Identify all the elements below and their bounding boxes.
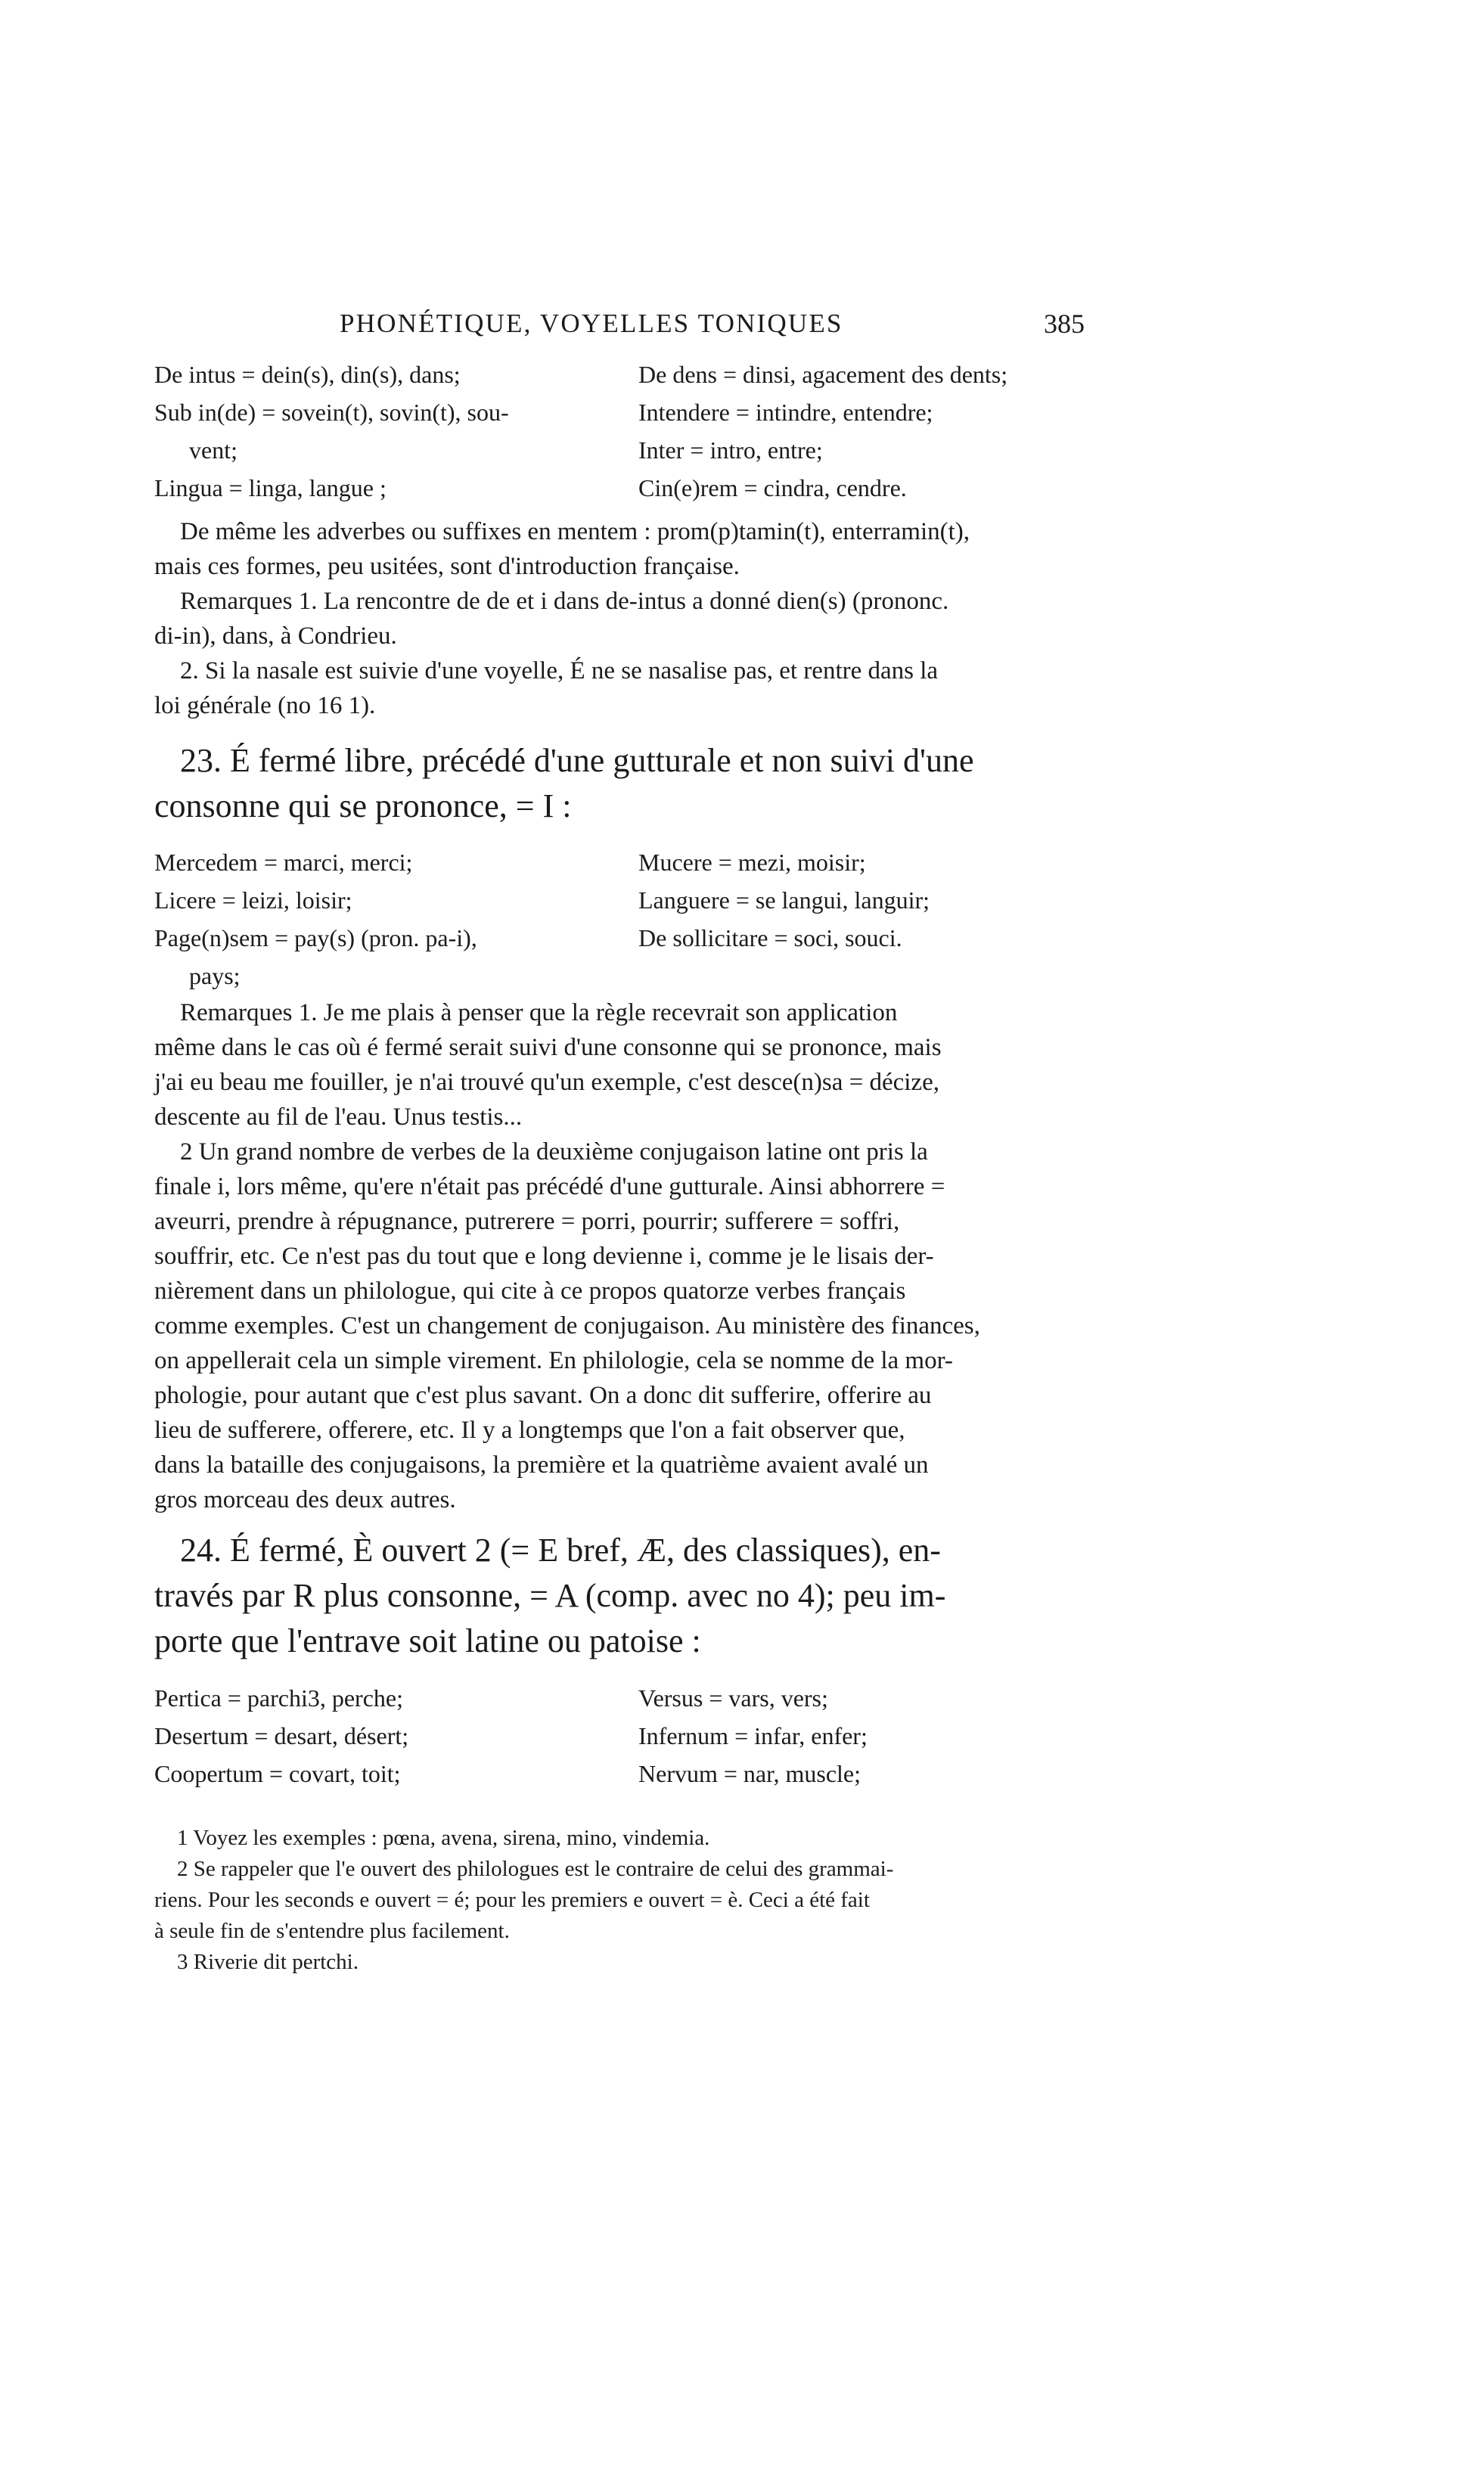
footnote-line: 2 Se rappeler que l'e ouvert des philologues est le contraire de celui des grammai- [177, 1857, 894, 1881]
text-line: phologie, pour autant que c'est plus savant. On a donc dit sufferire, offerire au [154, 1382, 932, 1409]
text-line: on appellerait cela un simple virement. En philologie, cela se nomme de la mor- [154, 1347, 953, 1374]
section-24-heading [154, 1528, 1085, 1664]
example-line: Desertum = desart, désert; [154, 1722, 409, 1749]
text-line: j'ai eu beau me fouiller, je n'ai trouvé qu'un exemple, c'est desce(n)sa = décize, [154, 1069, 939, 1096]
text-line: lieu de sufferere, offerere, etc. Il y a longtemps que l'on a fait observer que, [154, 1417, 905, 1444]
page-header [154, 301, 1085, 346]
text-line: même dans le cas où é fermé serait suivi d'une consonne qui se prononce, mais [154, 1034, 942, 1061]
text-line: loi générale (no 16 1). [154, 692, 376, 719]
heading-line: 24. É fermé, È ouvert 2 (= E bref, Æ, des classiques), en- [180, 1532, 941, 1569]
example-line: pays; [189, 962, 241, 989]
text-line: finale i, lors même, qu'ere n'était pas précédé d'une gutturale. Ainsi abhorrere = [154, 1173, 945, 1200]
footnote-line: 1 Voyez les exemples : pœna, avena, sirena, mino, vindemia. [177, 1826, 710, 1850]
text-line: nièrement dans un philologue, qui cite à ce propos quatorze verbes français [154, 1277, 906, 1305]
footnotes [154, 1823, 1085, 1978]
example-line: Nervum = nar, muscle; [638, 1760, 862, 1787]
text-line: dans la bataille des conjugaisons, la première et la quatrième avaient avalé un [154, 1451, 929, 1479]
text-line: di-in), dans, à Condrieu. [154, 622, 397, 650]
example-line: Intendere = intindre, entendre; [638, 399, 933, 426]
paragraph-adverbs [154, 514, 1085, 723]
example-line: Cin(e)rem = cindra, cendre. [638, 474, 907, 501]
remarques-section-23 [154, 995, 1085, 1517]
example-line: Coopertum = covart, toit; [154, 1760, 401, 1787]
example-line: Pertica = parchi3, perche; [154, 1684, 403, 1712]
examples-left-column [154, 355, 616, 507]
example-line: Lingua = linga, langue ; [154, 474, 387, 501]
text-line: aveurri, prendre à répugnance, putrerere = porri, pourrir; sufferere = soffri, [154, 1208, 900, 1235]
text-line: De même les adverbes ou suffixes en mentem : prom(p)tamin(t), enterramin(t), [180, 518, 970, 545]
text-line: Remarques 1. La rencontre de de et i dans de-intus a donné dien(s) (prononc. [180, 588, 949, 615]
footnote-line: 3 Riverie dit pertchi. [177, 1950, 359, 1974]
example-line: Mucere = mezi, moisir; [638, 849, 866, 876]
section-23-heading [154, 738, 1085, 829]
text-line: 2 Un grand nombre de verbes de la deuxième conjugaison latine ont pris la [180, 1138, 928, 1166]
examples-right-column [638, 843, 1100, 957]
heading-line: porte que l'entrave soit latine ou patoise : [154, 1622, 701, 1659]
text-line: comme exemples. C'est un changement de conjugaison. Au ministère des finances, [154, 1312, 980, 1339]
examples-left-column [154, 843, 616, 995]
examples-right-column [638, 355, 1100, 507]
heading-line: consonne qui se prononce, = I : [154, 787, 572, 824]
example-line: Sub in(de) = sovein(t), sovin(t), sou- [154, 399, 509, 426]
text-line: souffrir, etc. Ce n'est pas du tout que e long devienne i, comme je le lisais der- [154, 1243, 934, 1270]
example-line: Page(n)sem = pay(s) (pron. pa-i), [154, 924, 477, 951]
footnote-line: riens. Pour les seconds e ouvert = é; pour les premiers e ouvert = è. Ceci a été fait [154, 1888, 870, 1912]
text-line: descente au fil de l'eau. Unus testis... [154, 1104, 523, 1131]
examples-right-column [638, 1679, 1100, 1793]
examples-left-column [154, 1679, 616, 1793]
text-line: gros morceau des deux autres. [154, 1486, 456, 1513]
example-line: Licere = leizi, loisir; [154, 886, 352, 914]
running-title: PHONÉTIQUE, VOYELLES TONIQUES [340, 309, 843, 338]
example-line: De intus = dein(s), din(s), dans; [154, 361, 461, 388]
page-number: 385 [1044, 309, 1085, 339]
example-line: De dens = dinsi, agacement des dents; [638, 361, 1008, 388]
text-line: 2. Si la nasale est suivie d'une voyelle, É ne se nasalise pas, et rentre dans la [180, 657, 939, 684]
heading-line: 23. É fermé libre, précédé d'une gutturale et non suivi d'une [180, 742, 974, 779]
footnote-line: à seule fin de s'entendre plus facilement. [154, 1919, 510, 1943]
text-line: mais ces formes, peu usitées, sont d'introduction française. [154, 553, 740, 580]
example-line: vent; [189, 436, 238, 464]
example-line: De sollicitare = soci, souci. [638, 924, 902, 951]
example-line: Inter = intro, entre; [638, 436, 823, 464]
example-line: Infernum = infar, enfer; [638, 1722, 868, 1749]
example-line: Languere = se langui, languir; [638, 886, 930, 914]
heading-line: través par R plus consonne, = A (comp. avec no 4); peu im- [154, 1577, 946, 1614]
example-line: Mercedem = marci, merci; [154, 849, 413, 876]
example-line: Versus = vars, vers; [638, 1684, 828, 1712]
text-line: Remarques 1. Je me plais à penser que la règle recevrait son application [180, 999, 898, 1026]
